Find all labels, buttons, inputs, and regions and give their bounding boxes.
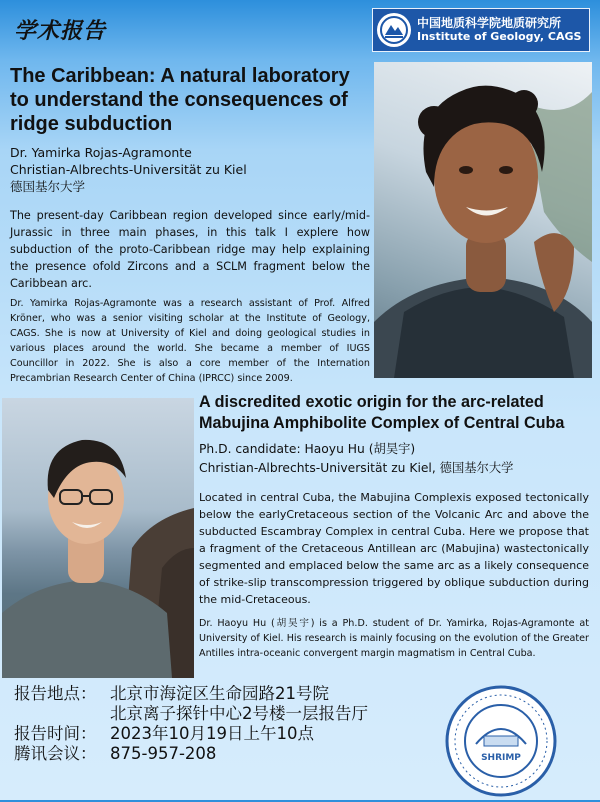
- time-value: 2023年10月19日上午10点: [110, 724, 314, 743]
- talk2-speaker: Ph.D. candidate: Haoyu Hu (胡昊宇): [199, 442, 416, 456]
- talk2-bio: Dr. Haoyu Hu (胡昊宇) is a Ph.D. student of Dr. Yamirka, Rojas-Agramonte at University of Kiel. His research is mainly focusing on the evolution of the Greater Antilles intra-oceanic convergent margin magmatism in Central Cuba.: [199, 618, 589, 659]
- talk1-speaker-block: [10, 144, 372, 195]
- talk1-abstract: The present-day Caribbean region developed since early/mid-Jurassic in three main phases, in this talk I explere how subduction of the proto-Caribbean ridge may help explaining the presence ofold Zircons and a SCLM fragment below the Caribbean arc.: [10, 209, 370, 290]
- time-label: 报告时间：: [14, 724, 97, 743]
- shrimp-center-seal: [444, 684, 558, 798]
- speaker2-photo: [2, 398, 194, 678]
- talk1-affiliation: Christian-Albrechts-Universität zu Kiel: [10, 162, 247, 177]
- location-label: 报告地点：: [14, 684, 97, 703]
- logo-chinese-name: 中国地质科学院地质研究所: [417, 15, 562, 30]
- talk1-affiliation-cn: 德国基尔大学: [10, 179, 86, 194]
- event-info: [14, 684, 444, 764]
- institute-emblem-icon: [377, 13, 411, 47]
- meeting-label: 腾讯会议：: [14, 744, 97, 763]
- logo-english-name: Institute of Geology, CAGS: [417, 29, 582, 43]
- meeting-id: 875-957-208: [110, 744, 217, 763]
- talk1-bio: Dr. Yamirka Rojas-Agramonte was a research assistant of Prof. Alfred Kröner, who was a senior visiting scholar at the Institute of Geology, CAGS. She is now at University of Kiel and doing geological studies in various places around the world. She became a member of IUGS Councillor in 2022. She is also a core member of the Internation Precambrian Research Center of China (IPRCC) since 2009.: [10, 298, 370, 384]
- talk2-title: A discredited exotic origin for the arc-related Mabujina Amphibolite Complex of Central Cuba: [199, 393, 565, 432]
- talk2-speaker-block: [199, 440, 597, 478]
- seal-text: SHRIMP: [481, 753, 521, 763]
- header-title: 学术报告: [14, 19, 107, 44]
- talk1-title: The Caribbean: A natural laboratory to understand the consequences of ridge subduction: [10, 65, 350, 135]
- talk2-affiliation: Christian-Albrechts-Universität zu Kiel, 德国基尔大学: [199, 461, 514, 475]
- location-line2: 北京离子探针中心2号楼一层报告厅: [110, 704, 368, 723]
- talk1-speaker: Dr. Yamirka Rojas-Agramonte: [10, 145, 192, 160]
- speaker1-photo: [374, 62, 592, 378]
- institute-logo: [372, 8, 590, 52]
- location-line1: 北京市海淀区生命园路21号院: [110, 684, 329, 703]
- talk2-abstract: Located in central Cuba, the Mabujina Complexis exposed tectonically below the earlyCretaceous section of the Volcanic Arc and above the subducted Escambray Complex in central Cuba. Here we propose that a fragment of the Cretaceous Antillean arc (Mabujina) wastectonically segmented and emplaced below the same arc as a likely consequence of strike-slip transcompression triggered by oblique subduction during the mid-Cretaceous.: [199, 491, 589, 606]
